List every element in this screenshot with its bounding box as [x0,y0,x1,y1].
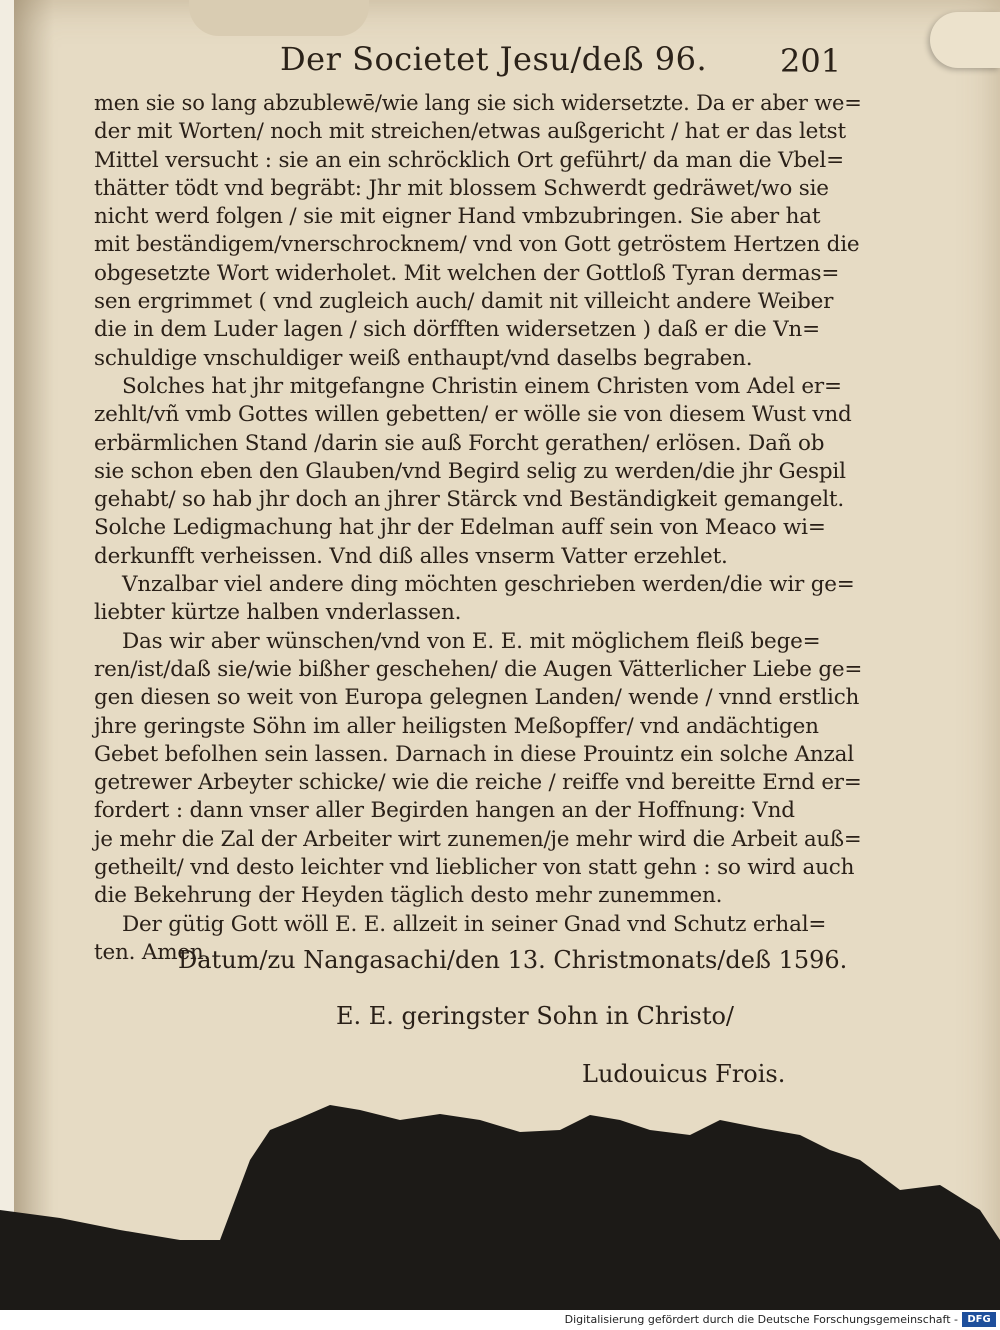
text-line: die Bekehrung der Heyden täglich desto mehr zunemmen. [94,883,723,909]
text-line: liebter kürtze halben vnderlassen. [94,600,462,626]
closing-salutation: E. E. geringster Sohn in Christo/ [336,1002,735,1030]
text-line: der mit Worten/ noch mit streichen/etwas außgericht / hat er das letst [94,119,846,145]
footer-bar [0,1310,1000,1330]
text-line: getheilt/ vnd desto leichter vnd lieblicher von statt gehn : so wird auch [94,855,855,881]
running-head: Der Societet Jesu/deß 96. [280,40,708,78]
text-line: men sie so lang abzublewē/wie lang sie sich widersetzte. Da er aber we= [94,91,862,116]
text-line: Vnzalbar viel andere ding möchten geschrieben werden/die wir ge= [122,572,855,598]
text-line: je mehr die Zal der Arbeiter wirt zunemen/je mehr wird die Arbeit auß= [94,826,862,852]
text-line: Der gütig Gott wöll E. E. allzeit in seiner Gnad vnd Schutz erhal= [122,911,827,937]
text-line: mit beständigem/vnerschrocknem/ vnd von Gott getröstem Hertzen die [94,232,860,258]
text-line: thätter tödt vnd begräbt: Jhr mit blossem Schwerdt gedräwet/wo sie [94,175,829,201]
text-line: jhre geringste Söhn im aller heiligsten Meßopffer/ vnd andächtigen [94,713,819,739]
text-line: gehabt/ so hab jhr doch an jhrer Stärck vnd Beständigkeit gemangelt. [94,487,844,513]
text-line: Mittel versucht : sie an ein schröcklich Ort geführt/ da man die Vbel= [94,147,844,173]
text-line: ren/ist/daß sie/wie bißher geschehen/ die Augen Vätterlicher Liebe ge= [94,656,863,682]
text-line: die in dem Luder lagen / sich dörfften widersetzen ) daß er die Vn= [94,317,820,343]
text-line: Gebet befolhen sein lassen. Darnach in diese Prouintz ein solche Anzal [94,741,854,767]
text-line: erbärmlichen Stand /darin sie auß Forcht gerathen/ erlösen. Dañ ob [94,430,825,456]
dateline: Datum/zu Nangasachi/den 13. Christmonats/deß 1596. [178,946,848,974]
footer-credit: Digitalisierung gefördert durch die Deutsche Forschungsgemeinschaft - [564,1313,958,1326]
text-line: fordert : dann vnser aller Begirden hangen an der Hoffnung: Vnd [94,798,795,824]
text-line: getrewer Arbeyter schicke/ wie die reiche / reiffe vnd bereitte Ernd er= [94,770,862,796]
text-line: derkunfft verheissen. Vnd diß alles vnserm Vatter erzehlet. [94,543,728,569]
text-line: sie schon eben den Glauben/vnd Begird selig zu werden/die jhr Gespil [94,458,846,484]
page-header [0,40,1000,90]
body-text [94,90,863,967]
signature: Ludouicus Frois. [582,1060,786,1088]
text-line: nicht werd folgen / sie mit eigner Hand vmbzubringen. Sie aber hat [94,204,821,230]
page-number: 201 [780,42,842,80]
text-line: Solches hat jhr mitgefangne Christin einem Christen vom Adel er= [122,373,842,399]
text-line: Das wir aber wünschen/vnd von E. E. mit möglichem fleiß bege= [122,628,821,654]
text-line: sen ergrimmet ( vnd zugleich auch/ damit nit villeicht andere Weiber [94,289,834,315]
text-line: Solche Ledigmachung hat jhr der Edelman auff sein von Meaco wi= [94,515,826,541]
text-line: gen diesen so weit von Europa gelegnen Landen/ wende / vnnd erstlich [94,685,860,711]
text-line: ten. Amen. [94,939,211,965]
text-line: obgesetzte Wort widerholet. Mit welchen der Gottloß Tyran dermas= [94,260,840,286]
dfg-logo: DFG [962,1312,996,1327]
page-top-wear [189,0,369,36]
text-line: schuldige vnschuldiger weiß enthaupt/vnd daselbs begraben. [94,345,753,371]
page-damage-hole [0,1090,1000,1320]
text-line: zehlt/vñ vmb Gottes willen gebetten/ er wölle sie von diesem Wust vnd [94,402,852,428]
